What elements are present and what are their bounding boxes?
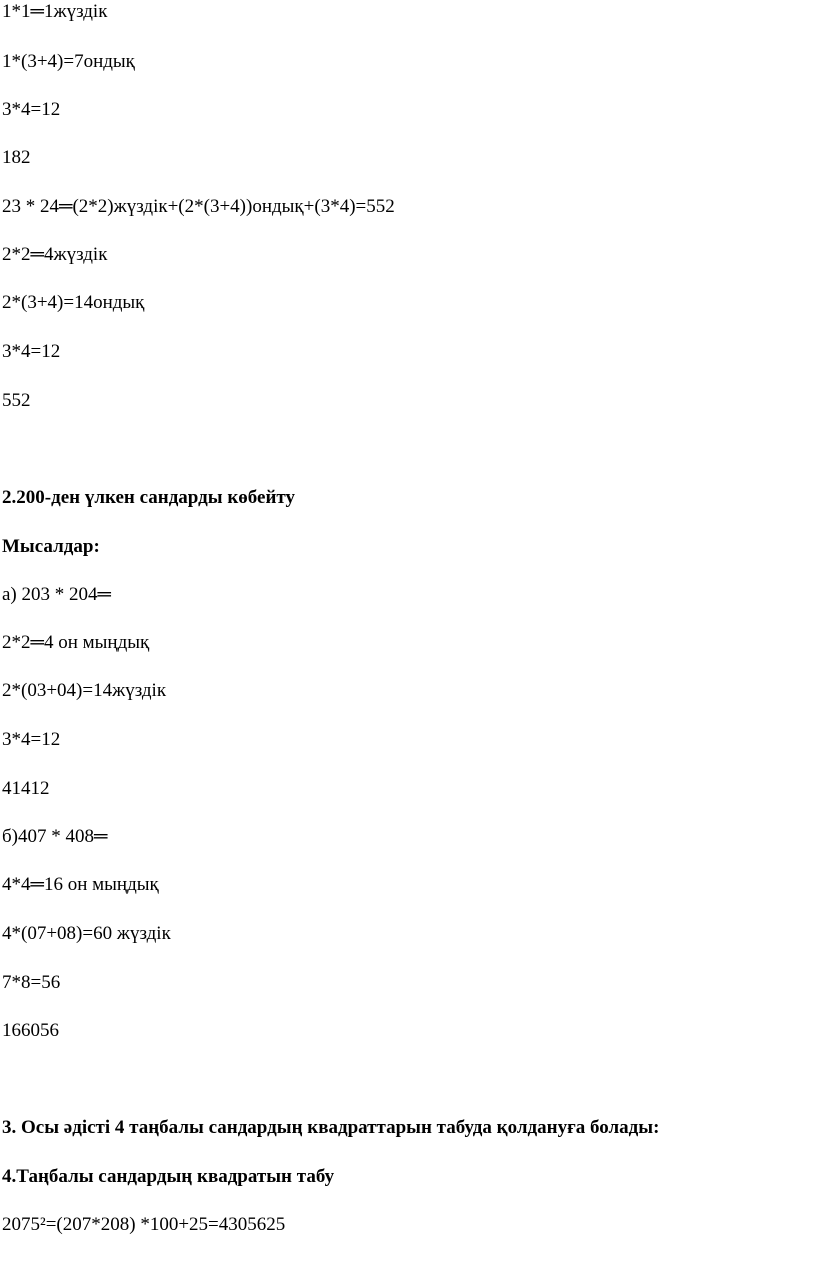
section-subheading: Мысалдар: bbox=[2, 536, 100, 557]
section-heading: 2.200-ден үлкен сандарды көбейту bbox=[2, 487, 295, 508]
text-line: 4*(07+08)=60 жүздік bbox=[2, 923, 171, 944]
section-heading: 4.Таңбалы сандардың квадратын табу bbox=[2, 1166, 335, 1187]
text-line: 166056 bbox=[2, 1020, 59, 1041]
text-line: 2*2═4 он мыңдық bbox=[2, 632, 150, 653]
text-line: 1*1═1жүздік bbox=[2, 1, 108, 22]
text-line: 23 * 24═(2*2)жүздік+(2*(3+4))ондық+(3*4)=552 bbox=[2, 196, 395, 217]
text-line: 7*8=56 bbox=[2, 972, 61, 993]
text-line: 3*4=12 bbox=[2, 99, 61, 120]
text-line: а) 203 * 204═ bbox=[2, 584, 111, 605]
text-line: 2075²=(207*208) *100+25=4305625 bbox=[2, 1214, 286, 1235]
text-line: 552 bbox=[2, 390, 31, 411]
text-line: 2*(3+4)=14ондық bbox=[2, 292, 145, 313]
text-line: 182 bbox=[2, 147, 31, 168]
text-line: 2*2═4жүздік bbox=[2, 244, 108, 265]
text-line: 41412 bbox=[2, 778, 50, 799]
text-line: 2*(03+04)=14жүздік bbox=[2, 680, 167, 701]
text-line: 3*4=12 bbox=[2, 341, 61, 362]
text-line: 4*4═16 он мыңдық bbox=[2, 874, 159, 895]
text-line: б)407 * 408═ bbox=[2, 826, 108, 847]
section-heading: 3. Осы әдісті 4 таңбалы сандардың квадраттарын табуда қолдануға болады: bbox=[2, 1117, 660, 1138]
text-line: 1*(3+4)=7ондық bbox=[2, 51, 135, 72]
text-line: 3*4=12 bbox=[2, 729, 61, 750]
